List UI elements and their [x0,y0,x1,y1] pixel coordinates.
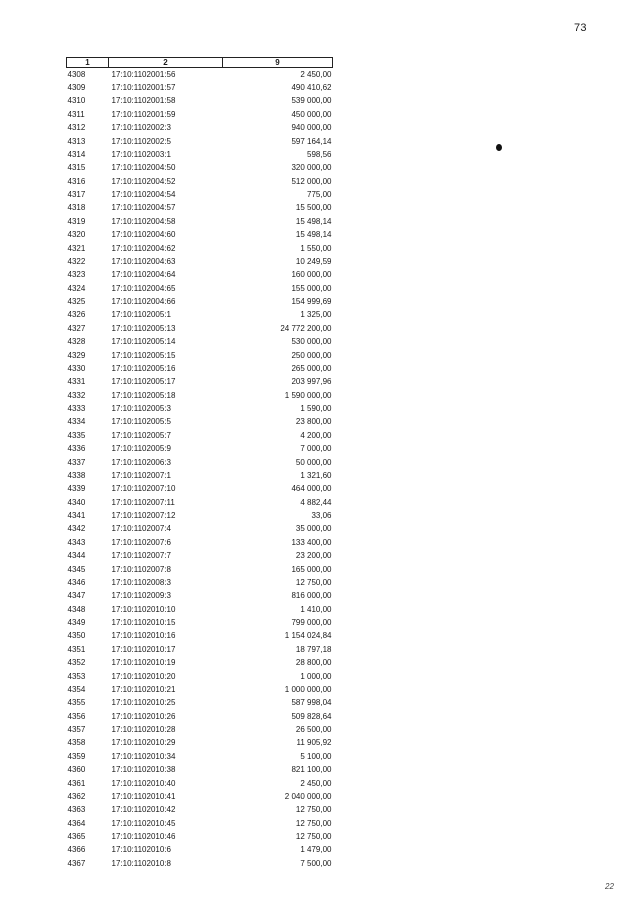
cadastral-number-cell: 17:10:1102009:3 [111,591,171,601]
cadastral-number-cell: 17:10:1102005:9 [111,444,171,454]
cadastral-number-cell: 17:10:1102007:10 [111,484,176,494]
cadastral-number-cell: 17:10:1102001:58 [111,96,176,106]
column-header-number: 1 [67,58,109,68]
cadastral-value-cell: 4 882,44 [300,497,332,507]
cadastral-value-cell: 1 000,00 [300,671,332,681]
row-number-cell: 4313 [67,136,86,146]
table-row [67,122,333,135]
cadastral-number-cell: 17:10:1102004:58 [111,216,176,226]
cadastral-number-cell: 17:10:1102003:1 [111,149,171,159]
row-number-cell: 4335 [67,430,86,440]
header-row [67,58,333,68]
row-number-cell: 4350 [67,631,86,641]
table-row [67,269,333,282]
cadastral-value-cell: 28 800,00 [295,658,332,668]
row-number-cell: 4348 [67,604,86,614]
cadastral-value-cell: 512 000,00 [291,176,332,186]
row-number-cell: 4328 [67,337,86,347]
cadastral-number-cell: 17:10:1102007:11 [111,497,175,507]
table-row [67,162,333,175]
row-number-cell: 4347 [67,591,86,601]
row-number-cell: 4317 [67,190,86,200]
table-row [67,175,333,188]
cadastral-value-cell: 320 000,00 [291,163,332,173]
row-number-cell: 4339 [67,484,86,494]
row-number-cell: 4332 [67,390,86,400]
table-row [67,376,333,389]
row-number-cell: 4310 [67,96,86,106]
cadastral-number-cell: 17:10:1102005:15 [111,350,176,360]
cadastral-number-cell: 17:10:1102010:10 [111,604,176,614]
table-row [67,844,333,857]
row-number-cell: 4367 [67,858,86,868]
row-number-cell: 4356 [67,711,86,721]
table-row [67,697,333,710]
ink-dot [496,144,502,151]
cadastral-number-cell: 17:10:1102004:52 [111,176,176,186]
table-row [67,282,333,295]
cadastral-value-cell: 799 000,00 [291,618,332,628]
cadastral-value-table [66,57,333,871]
row-number-cell: 4346 [67,577,86,587]
cadastral-value-cell: 587 998,04 [291,698,332,708]
table-row [67,443,333,456]
row-number-cell: 4358 [67,738,86,748]
cadastral-value-cell: 1 590,00 [300,404,332,414]
table-row [67,790,333,803]
cadastral-number-cell: 17:10:1102010:26 [111,711,176,721]
column-header-cadastral-value: 9 [223,58,333,68]
cadastral-number-cell: 17:10:1102007:4 [111,524,171,534]
table-row [67,483,333,496]
column-header-cadastral-number: 2 [109,58,223,68]
table-row [67,616,333,629]
table-row [67,509,333,522]
cadastral-number-cell: 17:10:1102010:17 [111,644,176,654]
table-row [67,255,333,268]
cadastral-number-cell: 17:10:1102010:29 [111,738,176,748]
cadastral-number-cell: 17:10:1102004:66 [111,297,176,307]
cadastral-value-cell: 1 325,00 [300,310,332,320]
table-row [67,723,333,736]
row-number-cell: 4325 [67,297,86,307]
cadastral-number-cell: 17:10:1102005:14 [111,337,176,347]
row-number-cell: 4338 [67,470,86,480]
row-number-cell: 4343 [67,537,86,547]
cadastral-number-cell: 17:10:1102002:3 [111,123,171,133]
cadastral-number-cell: 17:10:1102006:3 [111,457,171,467]
table-row [67,737,333,750]
cadastral-value-cell: 597 164,14 [291,136,332,146]
cadastral-number-cell: 17:10:1102004:65 [111,283,176,293]
row-number-cell: 4360 [67,765,86,775]
cadastral-value-cell: 1 550,00 [300,243,332,253]
cadastral-value-cell: 2 450,00 [300,69,332,79]
cadastral-value-cell: 2 450,00 [300,778,332,788]
table-row [67,550,333,563]
table-row [67,576,333,589]
row-number-cell: 4318 [67,203,86,213]
cadastral-value-cell: 1 154 024,84 [284,631,332,641]
cadastral-value-cell: 539 000,00 [291,96,332,106]
cadastral-value-cell: 7 500,00 [300,858,332,868]
row-number-cell: 4315 [67,163,86,173]
cadastral-number-cell: 17:10:1102001:56 [111,69,176,79]
row-number-cell: 4316 [67,176,86,186]
row-number-cell: 4363 [67,805,86,815]
table-row [67,309,333,322]
row-number-cell: 4351 [67,644,86,654]
table-row [67,402,333,415]
cadastral-value-cell: 15 498,14 [295,230,332,240]
cadastral-number-cell: 17:10:1102005:3 [111,404,171,414]
cadastral-number-cell: 17:10:1102010:21 [111,684,176,694]
table-row [67,322,333,335]
cadastral-number-cell: 17:10:1102010:8 [111,858,171,868]
cadastral-value-cell: 450 000,00 [291,109,332,119]
table-row [67,148,333,161]
cadastral-value-cell: 250 000,00 [291,350,332,360]
table-row [67,469,333,482]
table-row [67,349,333,362]
cadastral-value-cell: 26 500,00 [295,725,332,735]
row-number-cell: 4326 [67,310,86,320]
row-number-cell: 4311 [67,109,85,119]
cadastral-number-cell: 17:10:1102010:46 [111,832,176,842]
row-number-cell: 4331 [67,377,86,387]
cadastral-value-cell: 50 000,00 [295,457,332,467]
cadastral-value-cell: 15 498,14 [295,216,332,226]
row-number-cell: 4364 [67,818,86,828]
cadastral-value-cell: 2 040 000,00 [284,791,332,801]
cadastral-number-cell: 17:10:1102004:64 [111,270,176,280]
cadastral-number-cell: 17:10:1102001:59 [111,109,176,119]
row-number-cell: 4362 [67,791,86,801]
row-number-cell: 4329 [67,350,86,360]
cadastral-number-cell: 17:10:1102010:34 [111,751,176,761]
row-number-cell: 4323 [67,270,86,280]
table-row [67,135,333,148]
row-number-cell: 4337 [67,457,86,467]
cadastral-value-cell: 1 000 000,00 [284,684,332,694]
row-number-cell: 4324 [67,283,86,293]
cadastral-value-cell: 203 997,96 [291,377,332,387]
row-number-cell: 4340 [67,497,86,507]
table-row [67,710,333,723]
cadastral-number-cell: 17:10:1102005:16 [111,363,176,373]
table-row [67,830,333,843]
cadastral-number-cell: 17:10:1102010:41 [111,791,176,801]
row-number-cell: 4336 [67,444,86,454]
cadastral-number-cell: 17:10:1102010:42 [111,805,176,815]
cadastral-value-cell: 23 800,00 [295,417,332,427]
cadastral-value-cell: 490 410,62 [291,83,332,93]
cadastral-value-cell: 816 000,00 [291,591,332,601]
cadastral-value-cell: 15 500,00 [295,203,332,213]
row-number-cell: 4355 [67,698,86,708]
cadastral-value-cell: 509 828,64 [291,711,332,721]
row-number-cell: 4330 [67,363,86,373]
cadastral-value-cell: 821 100,00 [291,765,332,775]
cadastral-value-cell: 775,00 [307,190,332,200]
cadastral-value-cell: 12 750,00 [295,818,332,828]
row-number-cell: 4308 [67,69,86,79]
row-number-cell: 4342 [67,524,86,534]
table-row [67,804,333,817]
table-row [67,523,333,536]
table-row [67,295,333,308]
cadastral-number-cell: 17:10:1102005:17 [111,377,176,387]
cadastral-value-cell: 4 200,00 [300,430,332,440]
cadastral-value-cell: 154 999,69 [291,297,332,307]
cadastral-number-cell: 17:10:1102004:60 [111,230,176,240]
table-row [67,362,333,375]
table-row [67,215,333,228]
cadastral-value-cell: 1 410,00 [300,604,332,614]
cadastral-number-cell: 17:10:1102001:57 [111,83,176,93]
table-row [67,777,333,790]
table-row [67,563,333,576]
cadastral-value-cell: 23 200,00 [295,551,332,561]
row-number-cell: 4357 [67,725,86,735]
cadastral-value-cell: 598,56 [307,149,332,159]
table-row [67,496,333,509]
cadastral-number-cell: 17:10:1102002:5 [111,136,171,146]
cadastral-number-cell: 17:10:1102005:18 [111,390,176,400]
table-row [67,590,333,603]
row-number-cell: 4345 [67,564,86,574]
cadastral-number-cell: 17:10:1102010:20 [111,671,176,681]
row-number-cell: 4359 [67,751,86,761]
table-row [67,336,333,349]
cadastral-number-cell: 17:10:1102005:5 [111,417,171,427]
cadastral-number-cell: 17:10:1102010:45 [111,818,176,828]
cadastral-value-cell: 12 750,00 [295,832,332,842]
row-number-cell: 4322 [67,256,86,266]
cadastral-number-cell: 17:10:1102005:1 [111,310,171,320]
row-number-cell: 4319 [67,216,86,226]
table-row [67,456,333,469]
page-number: 73 [574,22,587,34]
table-row [67,108,333,121]
row-number-cell: 4314 [67,149,86,159]
cadastral-value-cell: 1 479,00 [300,845,332,855]
table-row [67,643,333,656]
cadastral-number-cell: 17:10:1102005:13 [111,323,176,333]
table-row [67,229,333,242]
row-number-cell: 4320 [67,230,86,240]
row-number-cell: 4354 [67,684,86,694]
cadastral-number-cell: 17:10:1102007:6 [111,537,171,547]
table-row [67,603,333,616]
table-row [67,630,333,643]
cadastral-value-cell: 12 750,00 [295,805,332,815]
cadastral-number-cell: 17:10:1102010:15 [111,618,176,628]
cadastral-number-cell: 17:10:1102007:7 [111,551,171,561]
table-row [67,657,333,670]
handwritten-signature: 22 [605,882,614,891]
cadastral-number-cell: 17:10:1102010:19 [111,658,176,668]
row-number-cell: 4333 [67,404,86,414]
row-number-cell: 4366 [67,845,86,855]
table-row [67,764,333,777]
cadastral-number-cell: 17:10:1102004:50 [111,163,176,173]
table-row [67,68,333,82]
row-number-cell: 4352 [67,658,86,668]
cadastral-number-cell: 17:10:1102004:62 [111,243,176,253]
cadastral-number-cell: 17:10:1102007:12 [111,511,176,521]
cadastral-value-cell: 464 000,00 [291,484,332,494]
cadastral-value-cell: 12 750,00 [295,577,332,587]
cadastral-value-cell: 530 000,00 [291,337,332,347]
cadastral-value-cell: 155 000,00 [291,283,332,293]
table-row [67,416,333,429]
table-row [67,817,333,830]
table-row [67,188,333,201]
row-number-cell: 4327 [67,323,86,333]
table-row [67,429,333,442]
row-number-cell: 4349 [67,618,86,628]
cadastral-number-cell: 17:10:1102004:54 [111,190,176,200]
row-number-cell: 4321 [67,243,86,253]
row-number-cell: 4353 [67,671,86,681]
table-row [67,389,333,402]
row-number-cell: 4341 [67,511,86,521]
cadastral-number-cell: 17:10:1102010:40 [111,778,176,788]
row-number-cell: 4361 [67,778,86,788]
cadastral-number-cell: 17:10:1102005:7 [111,430,171,440]
cadastral-value-cell: 1 321,60 [300,470,332,480]
cadastral-value-cell: 24 772 200,00 [280,323,332,333]
cadastral-value-cell: 33,06 [311,511,332,521]
table-row [67,242,333,255]
table-row [67,857,333,870]
cadastral-value-cell: 5 100,00 [300,751,332,761]
row-number-cell: 4309 [67,83,86,93]
cadastral-value-cell: 10 249,59 [295,256,332,266]
cadastral-number-cell: 17:10:1102010:25 [111,698,176,708]
cadastral-number-cell: 17:10:1102007:8 [111,564,171,574]
cadastral-number-cell: 17:10:1102008:3 [111,577,171,587]
cadastral-number-cell: 17:10:1102004:63 [111,256,176,266]
cadastral-value-cell: 1 590 000,00 [284,390,332,400]
cadastral-value-cell: 18 797,18 [295,644,332,654]
cadastral-number-cell: 17:10:1102004:57 [111,203,176,213]
table-row [67,750,333,763]
cadastral-number-cell: 17:10:1102007:1 [111,470,171,480]
table-row [67,683,333,696]
table-row [67,95,333,108]
cadastral-number-cell: 17:10:1102010:16 [111,631,176,641]
cadastral-value-cell: 265 000,00 [291,363,332,373]
row-number-cell: 4365 [67,832,86,842]
cadastral-value-cell: 133 400,00 [291,537,332,547]
row-number-cell: 4312 [67,123,86,133]
table-row [67,670,333,683]
row-number-cell: 4344 [67,551,86,561]
table-row [67,536,333,549]
cadastral-number-cell: 17:10:1102010:6 [111,845,171,855]
table-row [67,81,333,94]
cadastral-number-cell: 17:10:1102010:28 [111,725,176,735]
cadastral-value-cell: 160 000,00 [291,270,332,280]
cadastral-value-cell: 165 000,00 [291,564,332,574]
cadastral-value-cell: 7 000,00 [300,444,332,454]
table-body [67,68,333,871]
cadastral-value-cell: 11 905,92 [296,738,332,748]
cadastral-value-cell: 940 000,00 [291,123,332,133]
row-number-cell: 4334 [67,417,86,427]
table-row [67,202,333,215]
cadastral-value-cell: 35 000,00 [295,524,332,534]
cadastral-number-cell: 17:10:1102010:38 [111,765,176,775]
